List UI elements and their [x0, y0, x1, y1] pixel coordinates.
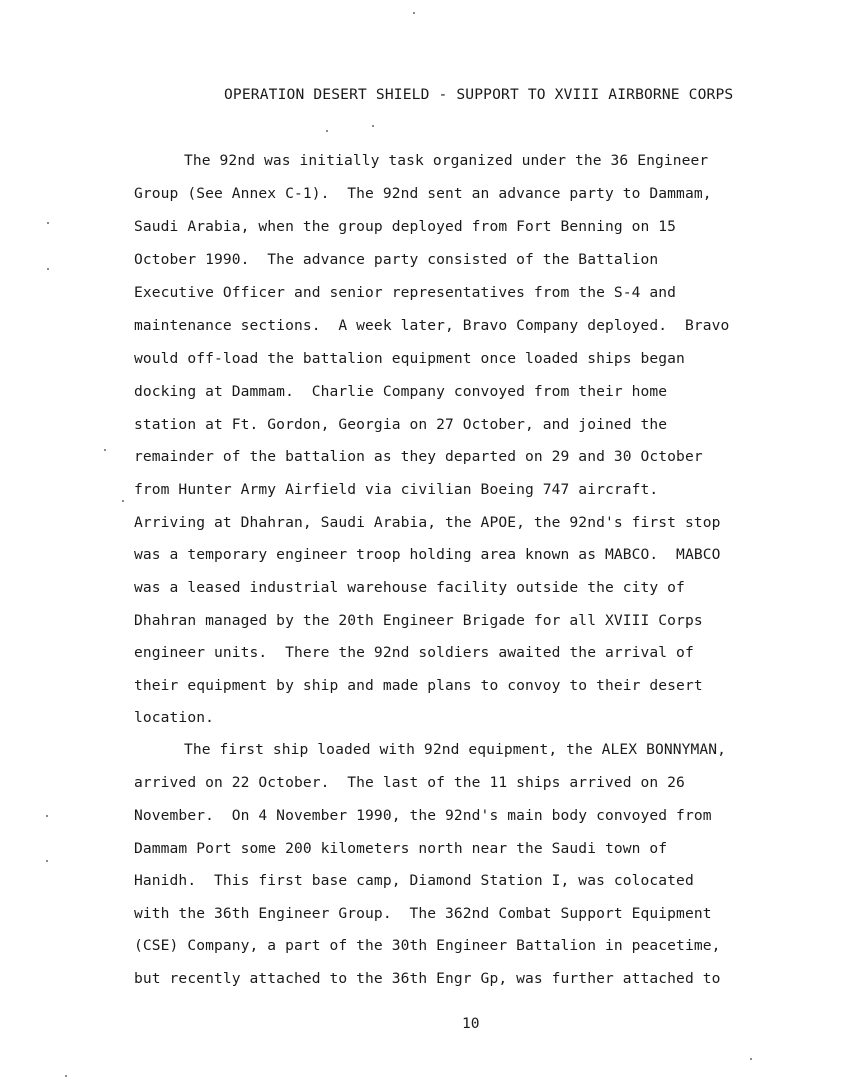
- text-line: was a leased industrial warehouse facility outside the city of: [134, 579, 685, 596]
- text-line: Group (See Annex C-1). The 92nd sent an advance party to Dammam,: [134, 185, 712, 202]
- scan-speck: [372, 125, 374, 127]
- text-line: would off-load the battalion equipment once loaded ships began: [134, 350, 685, 367]
- scan-speck: [47, 268, 49, 270]
- text-line: was a temporary engineer troop holding area known as MABCO. MABCO: [134, 546, 721, 563]
- scan-speck: [326, 130, 328, 132]
- text-line: Dhahran managed by the 20th Engineer Brigade for all XVIII Corps: [134, 612, 703, 629]
- text-line: remainder of the battalion as they departed on 29 and 30 October: [134, 448, 703, 465]
- scan-speck: [47, 222, 49, 224]
- text-line: November. On 4 November 1990, the 92nd's main body convoyed from: [134, 807, 712, 824]
- text-line: their equipment by ship and made plans to convoy to their desert: [134, 677, 703, 694]
- text-line: The 92nd was initially task organized under the 36 Engineer: [184, 152, 709, 169]
- text-line: with the 36th Engineer Group. The 362nd Combat Support Equipment: [134, 905, 712, 922]
- text-line: Dammam Port some 200 kilometers north near the Saudi town of: [134, 840, 668, 857]
- text-line: from Hunter Army Airfield via civilian Boeing 747 aircraft.: [134, 481, 659, 498]
- text-line: location.: [134, 709, 214, 726]
- text-line: October 1990. The advance party consisted of the Battalion: [134, 251, 659, 268]
- page-heading: OPERATION DESERT SHIELD - SUPPORT TO XVIII AIRBORNE CORPS: [224, 86, 734, 103]
- text-line: Executive Officer and senior representatives from the S-4 and: [134, 284, 677, 301]
- text-line: Hanidh. This first base camp, Diamond Station I, was colocated: [134, 872, 694, 889]
- scan-speck: [65, 1075, 67, 1077]
- text-line: docking at Dammam. Charlie Company convoyed from their home: [134, 383, 668, 400]
- text-line: arrived on 22 October. The last of the 11 ships arrived on 26: [134, 774, 685, 791]
- page-number: 10: [462, 1015, 480, 1032]
- scan-speck: [46, 815, 48, 817]
- text-line: The first ship loaded with 92nd equipment, the ALEX BONNYMAN,: [184, 741, 727, 758]
- text-line: engineer units. There the 92nd soldiers awaited the arrival of: [134, 644, 694, 661]
- scan-speck: [46, 860, 48, 862]
- text-line: maintenance sections. A week later, Bravo Company deployed. Bravo: [134, 317, 730, 334]
- scan-speck: [750, 1058, 752, 1060]
- scan-speck: [413, 12, 415, 14]
- scan-speck: [122, 500, 124, 502]
- text-line: but recently attached to the 36th Engr Gp, was further attached to: [134, 970, 721, 987]
- text-line: station at Ft. Gordon, Georgia on 27 October, and joined the: [134, 416, 668, 433]
- text-line: Saudi Arabia, when the group deployed from Fort Benning on 15: [134, 218, 677, 235]
- text-line: Arriving at Dhahran, Saudi Arabia, the APOE, the 92nd's first stop: [134, 514, 721, 531]
- text-line: (CSE) Company, a part of the 30th Engineer Battalion in peacetime,: [134, 937, 721, 954]
- scan-speck: [104, 449, 106, 451]
